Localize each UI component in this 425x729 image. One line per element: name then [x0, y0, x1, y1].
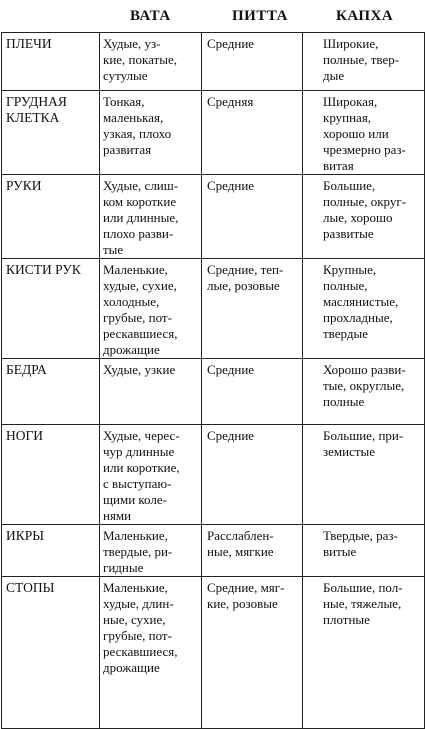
table-body: [2, 33, 425, 729]
cell-part: РУКИ: [2, 175, 100, 259]
cell-pitta: Средние, теп- лые, розовые: [202, 259, 303, 359]
header-vata: ВАТА: [130, 8, 171, 24]
cell-part: ИКРЫ: [2, 525, 100, 577]
table-header: [0, 0, 425, 32]
cell-pitta: Средние: [202, 359, 303, 425]
cell-vata: Худые, слиш- ком короткие или длинные, плохо разви- тые: [100, 175, 202, 259]
cell-vata: Тонкая, маленькая, узкая, плохо развитая: [100, 91, 202, 175]
cell-kapha: Большие, полные, округ- лые, хорошо развитые: [303, 175, 425, 259]
cell-part: СТОПЫ: [2, 577, 100, 729]
cell-pitta: Средние: [202, 175, 303, 259]
table-row: [2, 425, 425, 525]
header-kapha: КАПХА: [336, 8, 394, 24]
cell-kapha: Широкая, крупная, хорошо или чрезмерно раз- витая: [303, 91, 425, 175]
cell-kapha: Широкие, полные, твер- дые: [303, 33, 425, 91]
table-row: [2, 91, 425, 175]
table-row: [2, 359, 425, 425]
cell-pitta: Средние: [202, 33, 303, 91]
cell-vata: Худые, черес- чур длинные или короткие, с выступаю- щими коле- нями: [100, 425, 202, 525]
cell-pitta: Расслаблен- ные, мягкие: [202, 525, 303, 577]
table-row: [2, 33, 425, 91]
cell-vata: Худые, узкие: [100, 359, 202, 425]
table-row: [2, 525, 425, 577]
cell-pitta: Средние, мяг- кие, розовые: [202, 577, 303, 729]
cell-part: ПЛЕЧИ: [2, 33, 100, 91]
cell-vata: Маленькие, худые, сухие, холодные, грубые, пот- рескавшиеся, дрожащие: [100, 259, 202, 359]
table-row: [2, 175, 425, 259]
cell-pitta: Средняя: [202, 91, 303, 175]
table-row: [2, 259, 425, 359]
cell-vata: Маленькие, твердые, ри- гидные: [100, 525, 202, 577]
cell-kapha: Крупные, полные, маслянистые, прохладные, твердые: [303, 259, 425, 359]
cell-kapha: Большие, при- земистые: [303, 425, 425, 525]
cell-kapha: Твердые, раз- витые: [303, 525, 425, 577]
cell-part: ГРУДНАЯ КЛЕТКА: [2, 91, 100, 175]
cell-part: НОГИ: [2, 425, 100, 525]
cell-kapha: Большие, пол- ные, тяжелые, плотные: [303, 577, 425, 729]
cell-kapha: Хорошо разви- тые, округлые, полные: [303, 359, 425, 425]
cell-pitta: Средние: [202, 425, 303, 525]
cell-part: БЕДРА: [2, 359, 100, 425]
constitution-table: [1, 32, 425, 729]
header-pitta: ПИТТА: [232, 8, 288, 24]
cell-vata: Маленькие, худые, длин- ные, сухие, грубые, пот- рескавшиеся, дрожащие: [100, 577, 202, 729]
table-row: [2, 577, 425, 729]
cell-vata: Худые, уз- кие, покатые, сутулые: [100, 33, 202, 91]
cell-part: КИСТИ РУК: [2, 259, 100, 359]
